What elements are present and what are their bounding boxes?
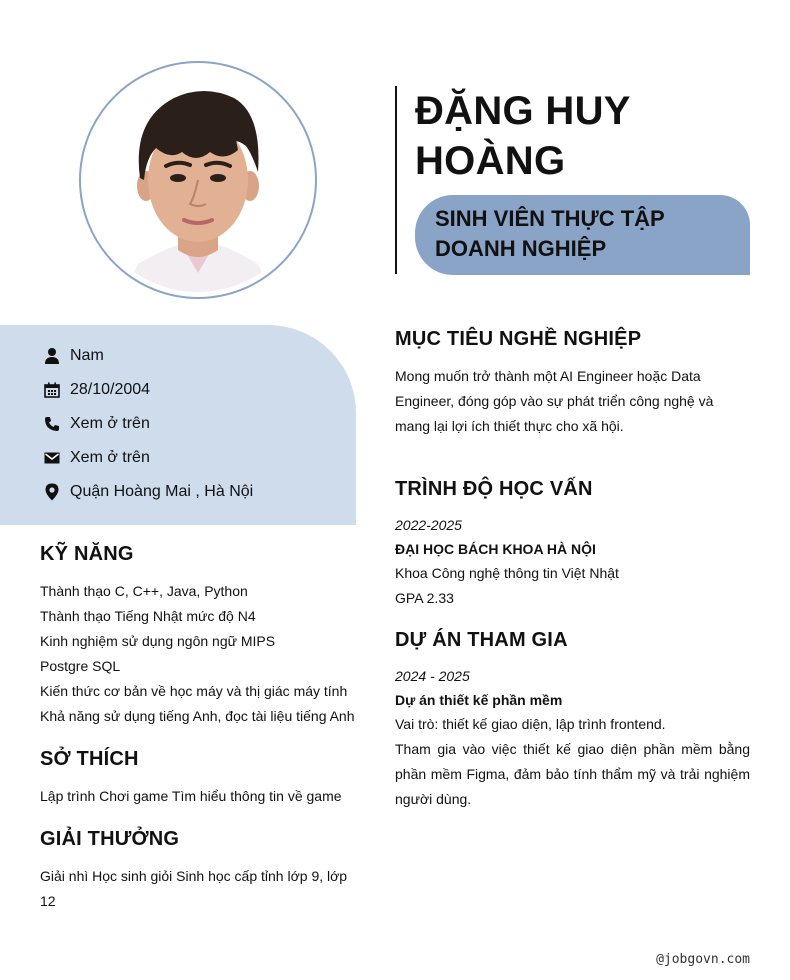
skill-item: Thành thạo Tiếng Nhật mức độ N4 — [40, 608, 256, 624]
skills-heading: KỸ NĂNG — [40, 543, 134, 565]
education-details — [395, 513, 750, 611]
info-birthday — [42, 378, 150, 402]
calendar-icon — [42, 380, 62, 400]
awards-text: Giải nhì Học sinh giỏi Sinh học cấp tỉnh lớp 9, lớp 12 — [40, 868, 348, 909]
address-text: Quận Hoàng Mai , Hà Nội — [70, 483, 254, 500]
hobbies-heading: SỞ THÍCH — [40, 748, 139, 770]
phone-icon — [42, 414, 62, 434]
email-text: Xem ở trên — [70, 449, 150, 466]
info-gender — [42, 344, 104, 368]
project-name: Dự án thiết kế phần mềm — [395, 692, 563, 708]
projects-heading: DỰ ÁN THAM GIA — [395, 629, 568, 651]
skill-item: Khả năng sử dụng tiếng Anh, đọc tài liệu tiếng Anh — [40, 708, 355, 724]
education-school: ĐẠI HỌC BÁCH KHOA HÀ NỘI — [395, 541, 596, 557]
skill-item: Thành thạo C, C++, Java, Python — [40, 583, 248, 599]
education-heading: TRÌNH ĐỘ HỌC VẤN — [395, 478, 593, 500]
info-email — [42, 446, 150, 470]
hobbies-text: Lập trình Chơi game Tìm hiểu thông tin về game — [40, 788, 342, 804]
profile-photo — [86, 68, 310, 292]
skill-item: Kiến thức cơ bản về học máy và thị giác máy tính — [40, 683, 348, 699]
skill-item: Postgre SQL — [40, 658, 121, 674]
project-role: Vai trò: thiết kế giao diện, lập trình frontend. — [395, 716, 666, 732]
candidate-name: ĐẶNG HUY HOÀNG — [415, 89, 631, 183]
education-gpa: GPA 2.33 — [395, 590, 454, 606]
location-pin-icon — [42, 482, 62, 502]
project-details — [395, 664, 750, 812]
name-accent-bar — [395, 86, 397, 274]
awards-heading: GIẢI THƯỞNG — [40, 828, 180, 850]
education-period: 2022-2025 — [395, 517, 462, 533]
profile-photo-frame — [79, 61, 317, 299]
footer-watermark: @jobgovn.com — [656, 952, 750, 967]
objective-heading: MỤC TIÊU NGHỀ NGHIỆP — [395, 328, 642, 350]
portrait-illustration — [86, 68, 310, 292]
gender-text: Nam — [70, 347, 104, 364]
info-address — [42, 480, 253, 504]
info-phone — [42, 412, 150, 436]
skills-list — [40, 579, 360, 729]
role-badge — [415, 195, 750, 275]
objective-text: Mong muốn trở thành một AI Engineer hoặc Data Engineer, đóng góp vào sự phát triển công nghệ và mang lại lợi ích thiết thực cho xã hội. — [395, 368, 714, 434]
project-description: Tham gia vào việc thiết kế giao diện phần mềm bằng phần mềm Figma, đảm bảo tính thẩm mỹ và trải nghiệm người dùng. — [395, 741, 750, 807]
project-period: 2024 - 2025 — [395, 668, 470, 684]
mail-icon — [42, 448, 62, 468]
birthday-text: 28/10/2004 — [70, 381, 151, 398]
skill-item: Kinh nghiệm sử dụng ngôn ngữ MIPS — [40, 633, 276, 649]
candidate-role: SINH VIÊN THỰC TẬP DOANH NGHIỆP — [435, 206, 665, 261]
phone-text: Xem ở trên — [70, 415, 150, 432]
education-faculty: Khoa Công nghệ thông tin Việt Nhật — [395, 565, 619, 581]
person-icon — [42, 346, 62, 366]
